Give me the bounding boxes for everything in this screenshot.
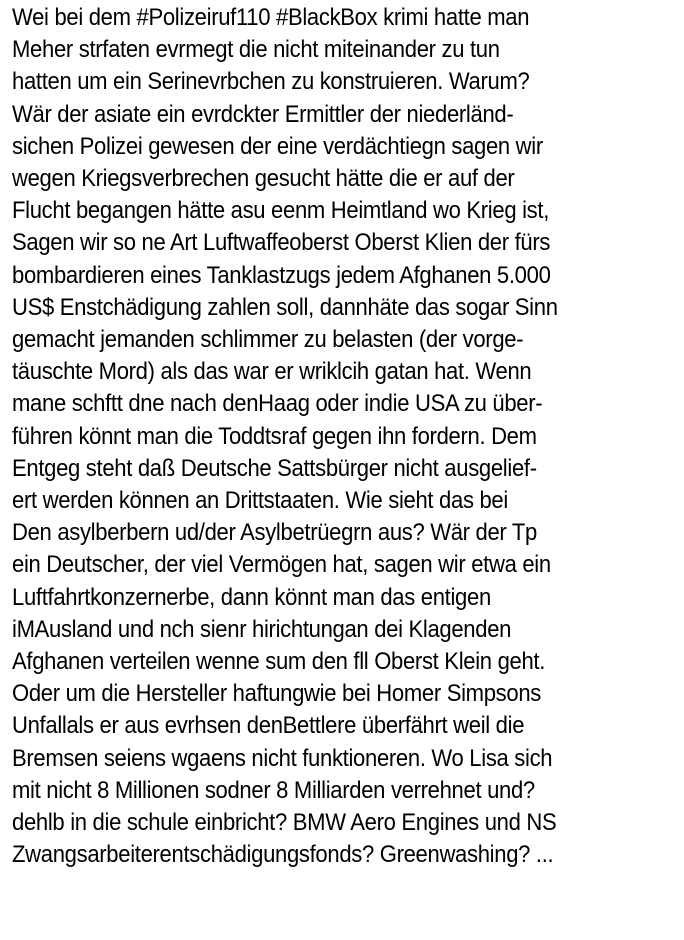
text-line: dehlb in die schule einbricht? BMW Aero Engines und NS	[12, 809, 557, 837]
text-line: ert werden können an Drittstaaten. Wie sieht das bei	[12, 487, 508, 515]
text-line: hatten um ein Serinevrbchen zu konstruieren. Warum?	[12, 68, 530, 96]
text-line: täuschte Mord) als das war er wriklcih gatan hat. Wenn	[12, 358, 532, 386]
text-line: Oder um die Hersteller haftungwie bei Homer Simpsons	[12, 680, 541, 708]
document-text	[12, 2, 678, 871]
text-line: Den asylberbern ud/der Asylbetrüegrn aus? Wär der Tp	[12, 519, 537, 547]
text-line: mit nicht 8 Millionen sodner 8 Milliarden verrehnet und?	[12, 776, 535, 804]
text-line: Flucht begangen hätte asu eenm Heimtland wo Krieg ist,	[12, 197, 550, 225]
text-line: gemacht jemanden schlimmer zu belasten (der vorge-	[12, 326, 524, 354]
text-line: mane schftt dne nach denHaag oder indie USA zu über-	[12, 390, 543, 418]
text-line: ein Deutscher, der viel Vermögen hat, sagen wir etwa ein	[12, 551, 551, 579]
text-line: Unfallals er aus evrhsen denBettlere überfährt weil die	[12, 712, 525, 740]
text-line: Bremsen seiens wgaens nicht funktioneren. Wo Lisa sich	[12, 744, 553, 772]
text-line: Meher strfaten evrmegt die nicht miteinander zu tun	[12, 36, 500, 64]
text-line: Zwangsarbeiterentschädigungsfonds? Greenwashing? ...	[12, 841, 554, 869]
text-line: sichen Polizei gewesen der eine verdächtiegn sagen wir	[12, 132, 543, 160]
text-line: Wär der asiate ein evrdckter Ermittler der niederländ-	[12, 100, 514, 128]
text-line: bombardieren eines Tanklastzugs jedem Afghanen 5.000	[12, 261, 551, 289]
text-line: Sagen wir so ne Art Luftwaffeoberst Oberst Klien der fürs	[12, 229, 551, 257]
text-line: US$ Enstchädigung zahlen soll, dannhäte das sogar Sinn	[12, 293, 558, 321]
text-line: Luftfahrtkonzernerbe, dann könnt man das entigen	[12, 583, 491, 611]
text-line: Afghanen verteilen wenne sum den fll Oberst Klein geht.	[12, 648, 546, 676]
text-line: iMAusland und nch sienr hirichtungan dei Klagenden	[12, 615, 512, 643]
text-line: Wei bei dem #Polizeiruf110 #BlackBox krimi hatte man	[12, 4, 530, 31]
text-line: wegen Kriegsverbrechen gesucht hätte die er auf der	[12, 165, 515, 193]
text-line: Entgeg steht daß Deutsche Sattsbürger nicht ausgelief-	[12, 454, 537, 482]
text-line: führen könnt man die Toddtsraf gegen ihn fordern. Dem	[12, 422, 537, 450]
